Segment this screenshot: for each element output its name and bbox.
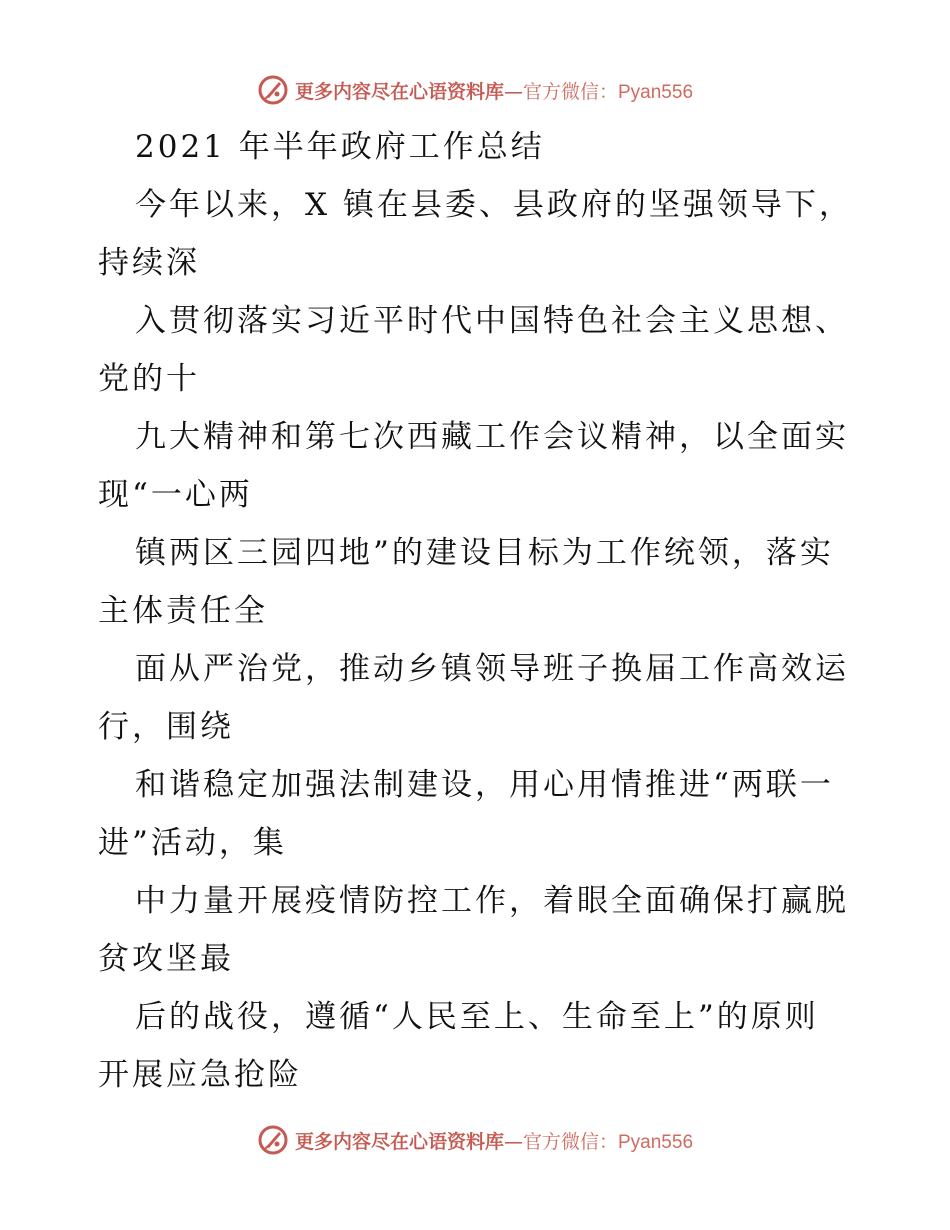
paragraph-line: 主体责任全 xyxy=(98,593,268,629)
watermark-main-text: 更多内容尽在心语资料库 xyxy=(294,1130,504,1153)
paragraph-line: 今年以来，X 镇在县委、县政府的坚强领导下， xyxy=(135,187,853,223)
paragraph-line: 面从严治党，推动乡镇领导班子换届工作高效运 xyxy=(135,651,849,687)
watermark-separator: — xyxy=(504,80,523,103)
paragraph-line: 党的十 xyxy=(98,361,200,397)
paragraph-line: 后的战役，遵循“人民至上、生命至上”的原则 xyxy=(135,999,819,1035)
paragraph-line: 贫攻坚最 xyxy=(98,941,234,977)
watermark-text xyxy=(295,1127,693,1154)
paragraph-line: 镇两区三园四地”的建设目标为工作统领，落实 xyxy=(135,535,834,571)
paragraph-line: 持续深 xyxy=(98,245,200,281)
paragraph-line: 入贯彻落实习近平时代中国特色社会主义思想、 xyxy=(135,303,849,339)
paragraph-line: 现“一心两 xyxy=(98,477,253,513)
paragraph-line: 和谐稳定加强法制建设，用心用情推进“两联一 xyxy=(135,767,834,803)
paragraph-line: 开展应急抢险 xyxy=(98,1057,302,1093)
watermark-contact-text: 官方微信：Pyan556 xyxy=(523,81,694,103)
watermark-separator: — xyxy=(504,1130,523,1153)
watermark-text xyxy=(295,77,693,104)
document-title: 2021 年半年政府工作总结 xyxy=(135,129,545,165)
watermark-main-text: 更多内容尽在心语资料库 xyxy=(294,80,504,103)
paragraph-line: 进”活动，集 xyxy=(98,825,287,861)
watermark-banner-top xyxy=(0,72,950,108)
quill-logo-icon xyxy=(257,74,289,106)
quill-logo-icon xyxy=(257,1124,289,1156)
watermark-banner-bottom xyxy=(0,1122,950,1158)
paragraph-line: 中力量开展疫情防控工作，着眼全面确保打赢脱 xyxy=(135,883,849,919)
watermark-contact-text: 官方微信：Pyan556 xyxy=(523,1131,694,1153)
paragraph-line: 行，围绕 xyxy=(98,709,234,745)
paragraph-line: 九大精神和第七次西藏工作会议精神，以全面实 xyxy=(135,419,849,455)
